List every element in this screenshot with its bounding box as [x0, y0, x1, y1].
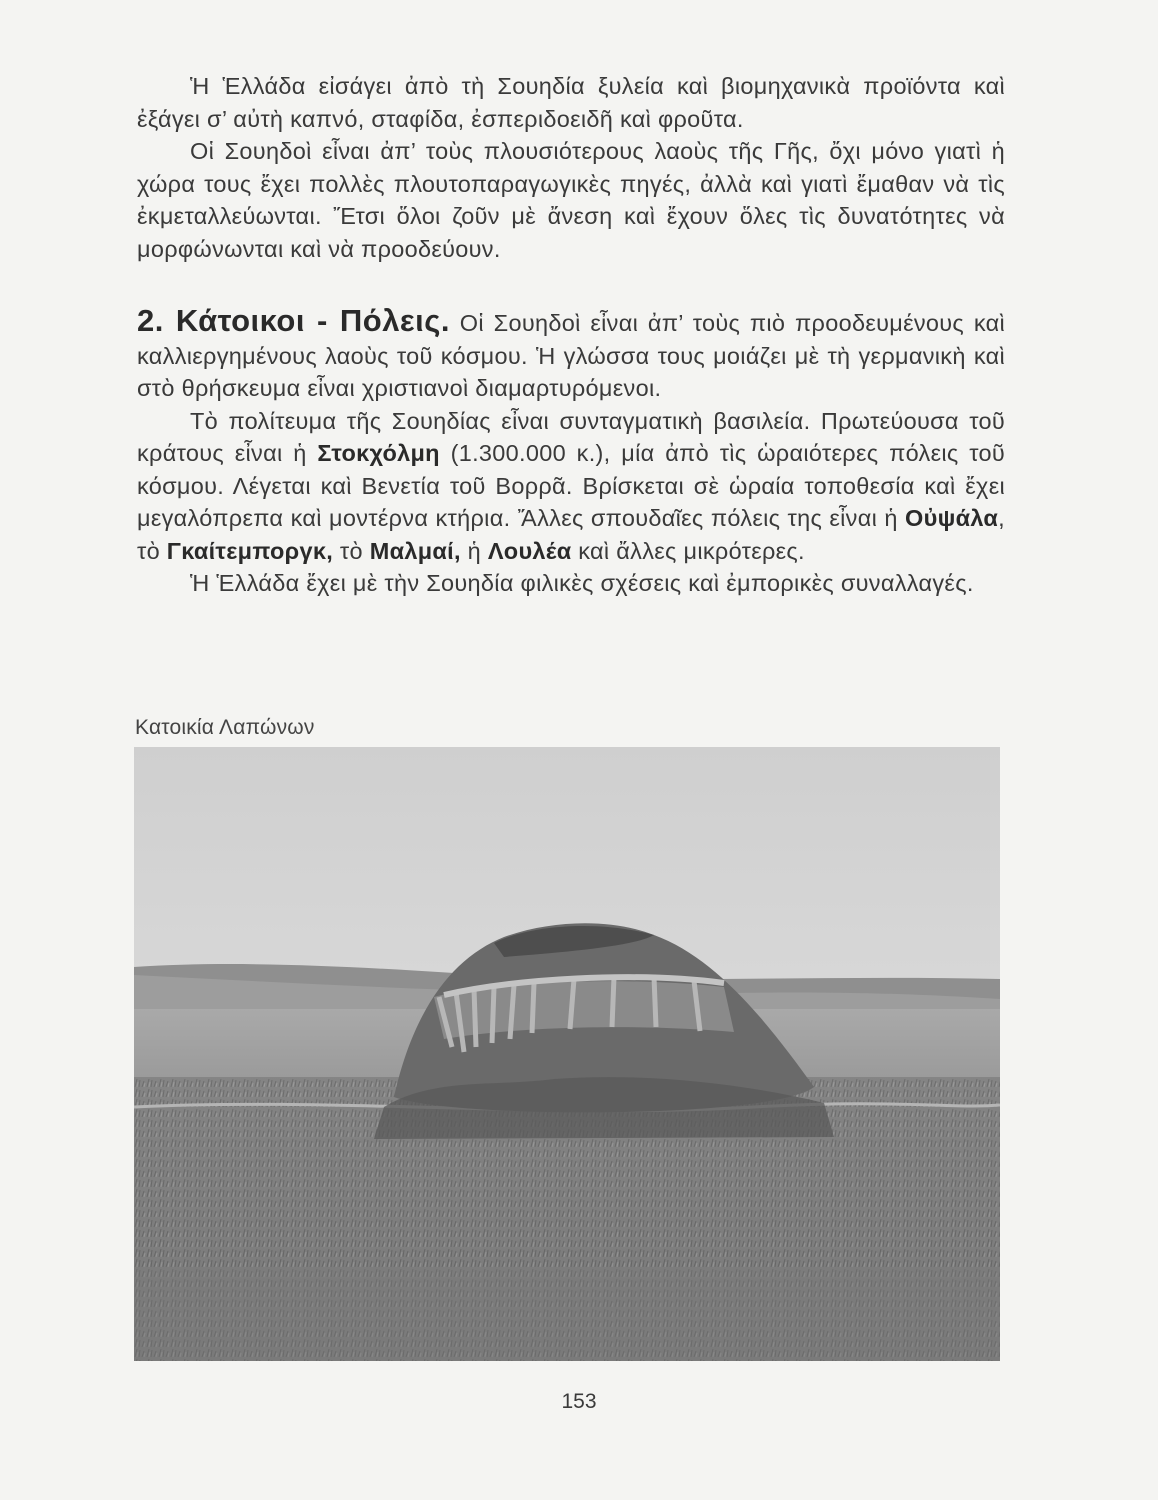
- cities-text-c: καὶ ἄλλες μικρότερες.: [571, 537, 805, 564]
- trade-paragraph: Ἡ Ἑλλάδα εἰσάγει ἀπὸ τὴ Σουηδία ξυλεία καὶ βιομηχανικὰ προϊόντα καὶ ἐξάγει σ’ αὐτὴ καπνό, σταφίδα, ἐσπεριδοειδῆ καὶ φροῦτα.: [137, 73, 1005, 132]
- cities-text-b: (1.300.000 κ.), μία ἀπὸ τὶς ὡραιότερες πόλεις τοῦ κόσμου. Λέγεται καὶ Βενετία τοῦ Βορρᾶ. Βρίσκεται σὲ ὡραία τοποθεσία καὶ ἔχει μεγαλόπρεπα καὶ μοντέρνα κτήρια. Ἄλλες σπουδαῖες πόλεις της εἶναι ἡ: [137, 440, 1005, 531]
- section-heading: 2. Κάτοικοι - Πόλεις.: [137, 303, 450, 338]
- page-number: 153: [561, 1390, 597, 1413]
- relations-paragraph: Ἡ Ἑλλάδα ἔχει μὲ τὴν Σουηδία φιλικὲς σχέσεις καὶ ἐμπορικὲς συναλλαγές.: [190, 570, 974, 596]
- capital-name: Στοκχόλμη: [317, 440, 440, 466]
- wealth-paragraph: Οἱ Σουηδοὶ εἶναι ἀπ’ τοὺς πλουσιότερους λαοὺς τῆς Γῆς, ὄχι μόνο γιατὶ ἡ χώρα τους ἔχει πολλὲς πλουτοπαραγωγικὲς πηγές, ἀλλὰ καὶ γιατὶ ἔμαθαν νὰ τὶς ἐκμεταλλεύωνται. Ἔτσι ὅλοι ζοῦν μὲ ἄνεση καὶ ἔχουν ὅλες τὶς δυνατότητες νὰ μορφώνωνται καὶ νὰ προοδεύουν.: [137, 138, 1005, 262]
- figure-caption: Κατοικία Λαπώνων: [135, 716, 315, 739]
- inhabitants-paragraph: [137, 305, 1005, 405]
- cities-text-a: Τὸ πολίτευμα τῆς Σουηδίας εἶναι συνταγματικὴ βασιλεία. Πρωτεύουσα τοῦ κράτους εἶναι ἡ: [137, 407, 1005, 466]
- section-inhabitants-cities: [137, 305, 1005, 600]
- separator-3: ἡ: [460, 537, 488, 564]
- photo-illustration: [134, 747, 1000, 1361]
- inhabitants-text: Οἱ Σουηδοὶ εἶναι ἀπ’ τοὺς πιὸ προοδευμένους καὶ καλλιεργημένους λαοὺς τοῦ κόσμου. Ἡ γλώσσα τους μοιάζει μὲ τὴ γερμανικὴ καὶ στὸ θρήσκευμα εἶναι χριστιανοὶ διαμαρτυρόμενοι.: [137, 310, 1005, 401]
- city-uppsala: Οὐψάλα: [905, 505, 999, 531]
- city-gothenburg: Γκαίτεμποργκ,: [166, 537, 334, 564]
- intro-paragraphs: [137, 70, 1005, 265]
- city-lulea: Λουλέα: [487, 537, 572, 564]
- separator-1: , τὸ: [137, 505, 1005, 564]
- separator-2: τὸ: [333, 537, 370, 564]
- cities-paragraph: [137, 405, 1005, 568]
- lapp-dwelling-photo: [134, 747, 1000, 1361]
- city-malmo: Μαλμαί,: [369, 537, 461, 564]
